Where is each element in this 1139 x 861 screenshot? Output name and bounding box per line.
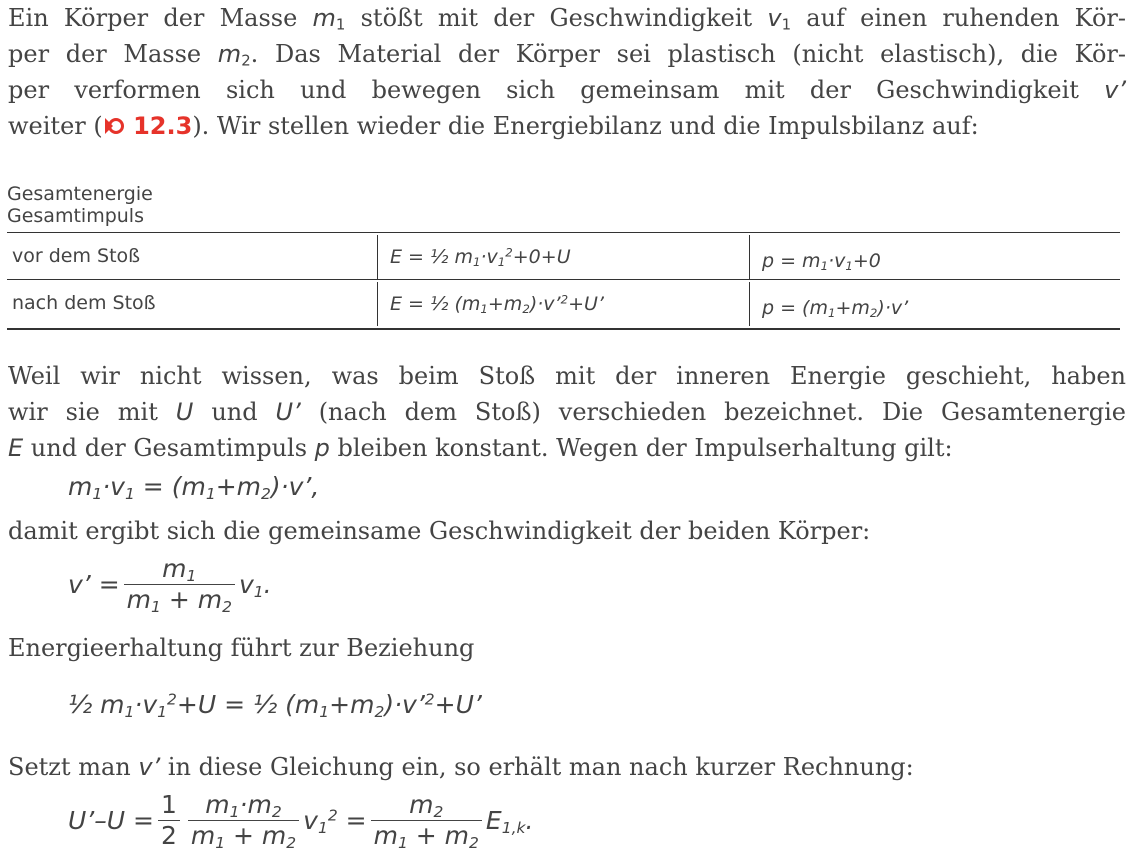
energy-formula: E = ½ $m_1\cdot v_1^2+0+U$	[390, 245, 571, 269]
intro-paragraph	[8, 0, 1126, 108]
common-speed-equation: v’ = $\frac{m_1}{m_1 + m_2}$ $v_1$.	[68, 554, 272, 616]
energy-cell	[377, 235, 750, 279]
substitution-text: Setzt man v’ in diese Gleichung ein, so erhält man nach kurzer Rechnung:	[8, 753, 914, 781]
table-row	[7, 279, 1120, 326]
reference-arrow-icon	[103, 116, 125, 136]
cross-reference-link[interactable]: 12.3	[103, 112, 193, 140]
table-bottom-rule	[7, 328, 1120, 330]
header-energy: Gesamtenergie	[7, 183, 153, 205]
common-speed-text: damit ergibt sich die gemeinsame Geschwindigkeit der beiden Körper:	[8, 517, 871, 545]
momentum-cell	[749, 282, 1121, 326]
momentum-formula: $p = (m_1+m_2)\cdot v$’	[762, 297, 909, 320]
momentum-conservation-equation: $m_1\cdot v_1 = (m_1+m_2)\cdot v$’,	[68, 472, 320, 503]
table-row	[7, 232, 1120, 279]
energy-conservation-equation: ½ $m_1\cdot v_1^2+U$ = ½ $(m_1+m_2)\cdot v’^2+U$’	[68, 690, 482, 721]
explanation-paragraph: Weil wir nicht wissen, was beim Stoß mit der inneren Energie geschieht, haben wir sie mit U und U’ (nach dem Stoß) verschieden bezeichnet. Die Gesamtenergie	[8, 362, 1126, 426]
intro-line-1: Ein Körper der Masse $m_1$ stößt mit der Geschwindigkeit $v_1$ auf einen ruhenden Kör-	[8, 4, 1126, 34]
row-label: vor dem Stoß	[12, 245, 141, 267]
intro-line-2: per der Masse $m_2$. Das Material der Körper sei plastisch (nicht elastisch), die Kör-	[8, 40, 1126, 70]
energy-cell	[377, 282, 750, 326]
intro-line-4: weiter ( 12.3). Wir stellen wieder die Energiebilanz und die Impulsbilanz auf:	[8, 112, 979, 140]
intro-line-3: per verformen sich und bewegen sich gemeinsam mit der Geschwindigkeit v’	[8, 76, 1126, 104]
row-label: nach dem Stoß	[12, 292, 156, 314]
momentum-cell	[749, 235, 1121, 279]
header-momentum: Gesamtimpuls	[7, 205, 144, 227]
internal-energy-equation: U’–U = $\frac{1}{2}$ $\frac{m_1\cdot m_2}{m_1 + m_2}$ $v_1^2$ = $\frac{m_2}{m_1 + m_2}$ $E_{1,k}$.	[68, 790, 534, 852]
energy-formula: E = ½ $(m_1+m_2)\cdot v’^2+U$’	[390, 292, 604, 316]
table-header	[7, 183, 1120, 227]
momentum-formula: $p = m_1\cdot v_1+0$	[762, 250, 881, 273]
explanation-last-line: E und der Gesamtimpuls p bleiben konstant. Wegen der Impulserhaltung gilt:	[8, 434, 953, 462]
energy-conservation-text: Energieerhaltung führt zur Beziehung	[8, 634, 475, 662]
